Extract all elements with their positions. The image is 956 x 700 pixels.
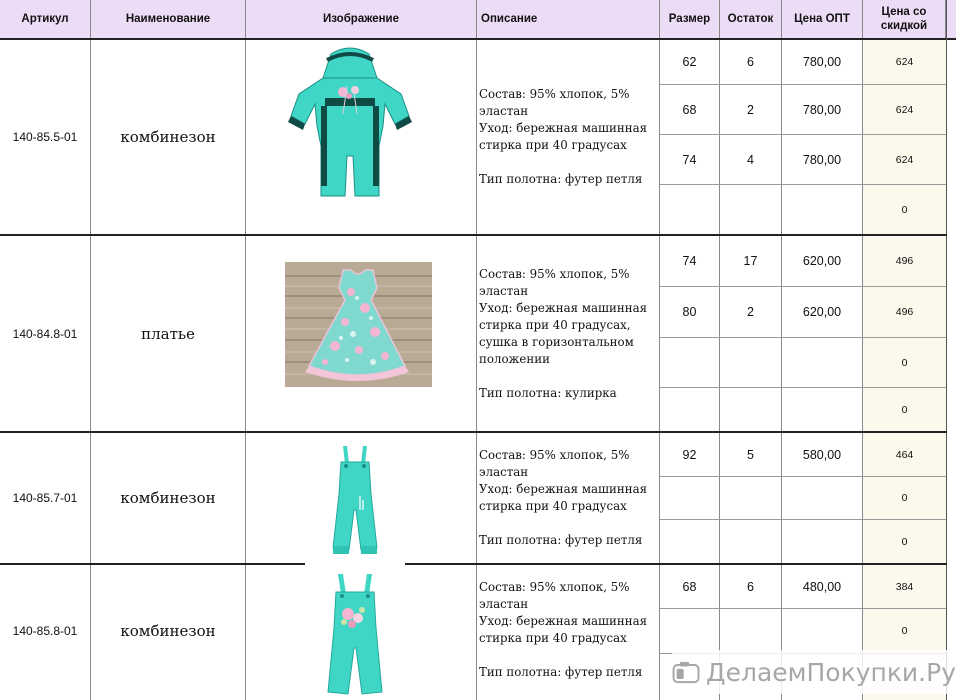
- description-line: эластан: [479, 284, 529, 298]
- discount-cell: 0: [901, 203, 908, 216]
- product-description: [479, 447, 657, 549]
- discount-cell: 624: [895, 103, 914, 116]
- product-name: комбинезон: [120, 621, 216, 640]
- grid-line: [245, 40, 246, 700]
- size-cell: 74: [682, 152, 697, 167]
- price-cell: 780,00: [802, 55, 842, 69]
- price-cell: 580,00: [802, 447, 842, 462]
- stock-cell: 2: [747, 305, 754, 319]
- product-name: платье: [141, 324, 195, 343]
- dress-image: [285, 262, 432, 387]
- description-spacer: [479, 368, 657, 385]
- description-spacer: [479, 647, 657, 664]
- description-line: Уход: бережная машинная: [479, 482, 648, 496]
- price-cell: 780,00: [802, 102, 842, 117]
- overalls-image: [325, 444, 385, 562]
- discount-cell: 624: [895, 153, 914, 166]
- grid-line: [946, 0, 947, 700]
- discount-cell: 0: [901, 356, 908, 369]
- description-line: стирка при 40 градусах: [479, 499, 627, 513]
- discount-cell: 624: [895, 56, 914, 68]
- product-name: комбинезон: [120, 489, 216, 507]
- article-cell: 140-85.5-01: [12, 130, 78, 144]
- discount-cell: 0: [901, 492, 908, 504]
- size-cell: 68: [682, 102, 697, 117]
- discount-cell: 464: [895, 448, 914, 461]
- discount-cell: 384: [895, 580, 914, 593]
- size-cell: 68: [682, 579, 697, 594]
- price-cell: 620,00: [802, 254, 842, 268]
- description-spacer: [479, 515, 657, 532]
- description-line: Состав: 95% хлопок, 5%: [479, 580, 630, 594]
- header-image: Изображение: [246, 0, 477, 38]
- header-price: Цена ОПТ: [782, 0, 863, 38]
- product-description: [479, 86, 657, 188]
- discount-cell: 0: [901, 535, 908, 548]
- watermark-text: ДелаемПокупки.Ру: [706, 657, 956, 687]
- description-line: Уход: бережная машинная: [479, 301, 648, 315]
- description-line: Тип полотна: футер петля: [479, 172, 643, 186]
- stock-cell: 6: [747, 55, 754, 69]
- description-line: эластан: [479, 465, 529, 479]
- description-line: положении: [479, 352, 550, 366]
- header-size: Размер: [660, 0, 720, 38]
- stock-cell: 5: [747, 447, 754, 462]
- article-cell: 140-85.7-01: [12, 491, 78, 505]
- discount-cell: 496: [895, 255, 914, 267]
- description-line: стирка при 40 градусах: [479, 138, 627, 152]
- table-header: [0, 0, 956, 40]
- description-line: Уход: бережная машинная: [479, 614, 648, 628]
- stock-cell: 17: [743, 254, 758, 268]
- size-cell: 92: [682, 447, 697, 462]
- camera-icon: [672, 657, 700, 687]
- grid-line: [476, 40, 477, 700]
- article-cell: 140-85.8-01: [12, 623, 78, 638]
- header-description: Описание: [477, 0, 660, 38]
- description-line: сушка в горизонтальном: [479, 335, 634, 349]
- overalls-flower-image: [318, 572, 392, 700]
- watermark: [672, 650, 956, 694]
- description-line: Уход: бережная машинная: [479, 121, 648, 135]
- product-description: [479, 266, 657, 402]
- description-line: Состав: 95% хлопок, 5%: [479, 448, 630, 462]
- description-line: эластан: [479, 597, 529, 611]
- product-name: комбинезон: [120, 128, 216, 146]
- article-cell: 140-84.8-01: [12, 326, 78, 341]
- price-cell: 480,00: [802, 579, 842, 594]
- discount-cell: 0: [901, 403, 908, 416]
- romper-image: [285, 46, 415, 206]
- header-name: Наименование: [91, 0, 246, 38]
- stock-cell: 6: [747, 579, 754, 594]
- description-line: эластан: [479, 104, 529, 118]
- product-description: [479, 579, 657, 681]
- description-line: стирка при 40 градусах,: [479, 318, 631, 332]
- description-line: стирка при 40 градусах: [479, 631, 627, 645]
- stock-cell: 4: [747, 152, 754, 167]
- header-article: Артикул: [0, 0, 91, 38]
- header-discount-price: Цена со скидкой: [863, 0, 946, 38]
- size-cell: 62: [682, 55, 697, 69]
- size-cell: 80: [682, 305, 697, 319]
- stock-cell: 2: [747, 102, 754, 117]
- description-line: Состав: 95% хлопок, 5%: [479, 87, 630, 101]
- description-line: Тип полотна: футер петля: [479, 665, 643, 679]
- description-spacer: [479, 154, 657, 171]
- header-stock: Остаток: [720, 0, 782, 38]
- size-cell: 74: [682, 254, 697, 268]
- price-cell: 620,00: [802, 305, 842, 319]
- description-line: Тип полотна: футер петля: [479, 533, 643, 547]
- discount-cell: 0: [901, 625, 908, 637]
- description-line: Состав: 95% хлопок, 5%: [479, 267, 630, 281]
- price-cell: 780,00: [802, 152, 842, 167]
- discount-cell: 496: [895, 306, 914, 318]
- description-line: Тип полотна: кулирка: [479, 386, 617, 400]
